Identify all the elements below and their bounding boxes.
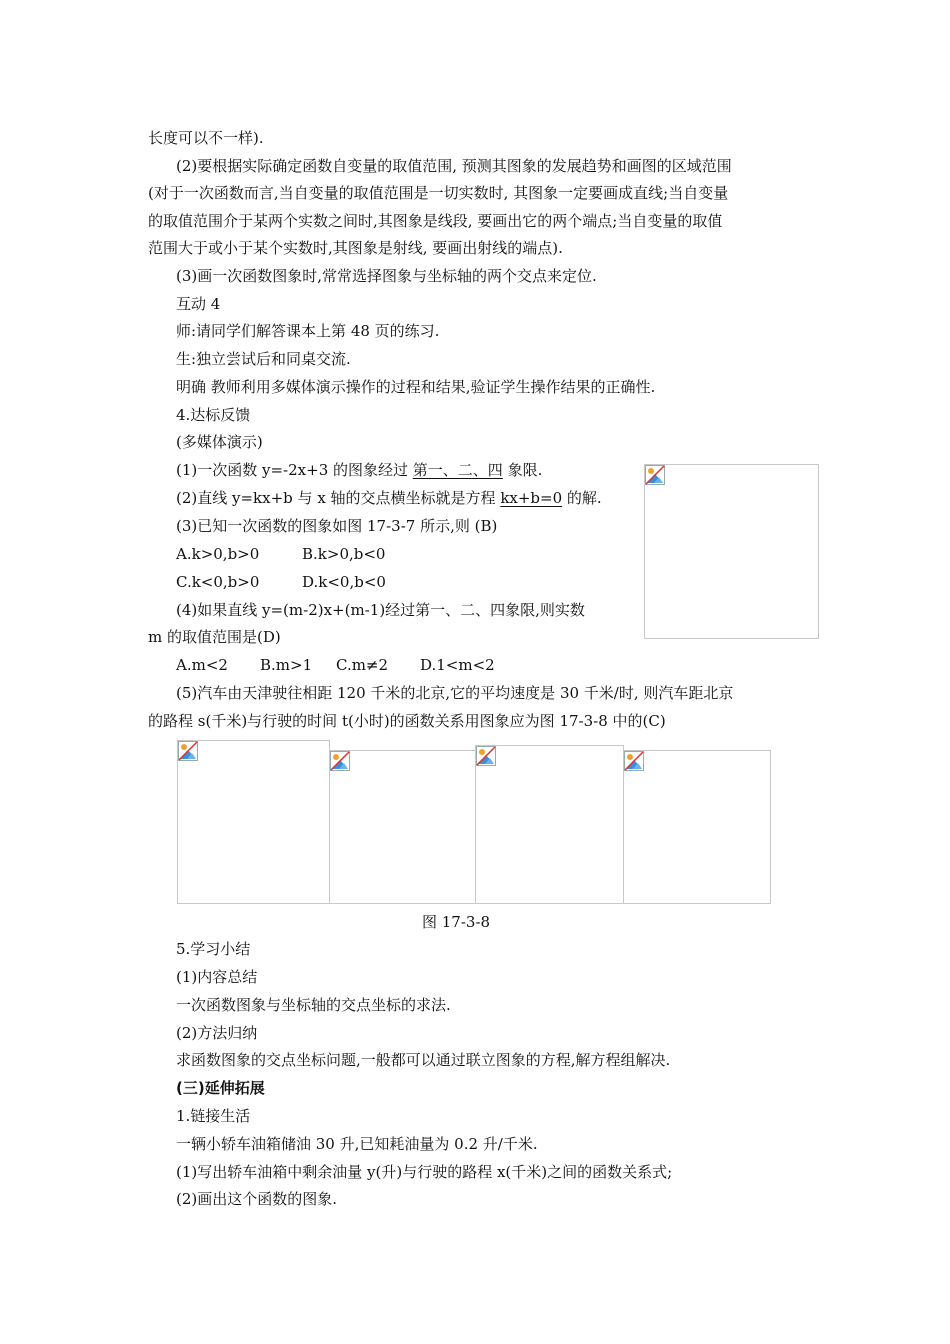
text-line: (多媒体演示): [176, 433, 263, 451]
figure-17-3-8-d-image: [623, 750, 771, 904]
text-line: 师:请同学们解答课本上第 48 页的练习.: [176, 322, 440, 340]
figure-17-3-7-image: [644, 464, 819, 639]
question-4: (4)如果直线 y=(m-2)x+(m-1)经过第一、二、四象限,则实数: [176, 601, 585, 619]
question-3: (3)已知一次函数的图象如图 17-3-7 所示,则 (B): [176, 517, 498, 535]
answer-blank: 第一、二、四: [412, 461, 503, 479]
option-row: [176, 544, 385, 564]
broken-image-icon: [178, 741, 198, 761]
question-text: 的解.: [562, 489, 602, 507]
question-text: 象限.: [502, 461, 543, 479]
figure-caption: 图 17-3-8: [422, 913, 491, 931]
option-row: [176, 655, 495, 675]
option-b: B.m>1: [260, 656, 313, 674]
figure-17-3-8-a-image: [177, 740, 330, 904]
option-d: D.1<m<2: [420, 656, 495, 674]
text-line: (2)方法归纳: [176, 1024, 258, 1042]
section-heading: (三)延伸拓展: [176, 1079, 265, 1097]
option-a: A.k>0,b>0: [176, 545, 260, 563]
text-line: 一次函数图象与坐标轴的交点坐标的求法.: [176, 996, 451, 1014]
broken-image-icon: [476, 746, 496, 766]
question-5: (5)汽车由天津驶往相距 120 千米的北京,它的平均速度是 30 千米/时, 则汽车距北京: [176, 684, 734, 702]
section-heading: 4.达标反馈: [176, 406, 251, 424]
text-line: (2)要根据实际确定函数自变量的取值范围, 预测其图象的发展趋势和画图的区域范围: [176, 157, 732, 175]
text-line: (1)写出轿车油箱中剩余油量 y(升)与行驶的路程 x(千米)之间的函数关系式;: [176, 1163, 673, 1181]
text-line: 一辆小轿车油箱储油 30 升,已知耗油量为 0.2 升/千米.: [176, 1135, 538, 1153]
text-line: 的路程 s(千米)与行驶的时间 t(小时)的函数关系用图象应为图 17-3-8 中的(C): [148, 712, 666, 730]
question-text: (1)一次函数 y=-2x+3 的图象经过: [176, 461, 413, 479]
text-line: 生:独立尝试后和同桌交流.: [176, 350, 351, 368]
text-line: m 的取值范围是(D): [148, 628, 281, 646]
text-line: 明确 教师利用多媒体演示操作的过程和结果,验证学生操作结果的正确性.: [176, 378, 656, 396]
option-c: C.m≠2: [336, 656, 389, 674]
question-2: [176, 488, 602, 508]
text-line: 的取值范围介于某两个实数之间时,其图象是线段, 要画出它的两个端点;当自变量的取值: [148, 212, 723, 230]
broken-image-icon: [624, 751, 644, 771]
option-c: C.k<0,b>0: [176, 573, 260, 591]
question-text: (2)直线 y=kx+b 与 x 轴的交点横坐标就是方程: [176, 489, 501, 507]
text-line: 求函数图象的交点坐标问题,一般都可以通过联立图象的方程,解方程组解决.: [176, 1051, 671, 1069]
text-line: 长度可以不一样).: [148, 129, 264, 147]
text-line: (3)画一次函数图象时,常常选择图象与坐标轴的两个交点来定位.: [176, 267, 597, 285]
option-row: [176, 572, 386, 592]
text-line: 范围大于或小于某个实数时,其图象是射线, 要画出射线的端点).: [148, 239, 563, 257]
figure-17-3-8-c-image: [475, 745, 624, 904]
section-heading: 1.链接生活: [176, 1107, 251, 1125]
broken-image-icon: [645, 465, 665, 485]
question-1: [176, 460, 542, 480]
option-b: B.k>0,b<0: [302, 545, 386, 563]
answer-blank: kx+b=0: [500, 489, 563, 507]
figure-17-3-8-b-image: [329, 750, 476, 904]
option-d: D.k<0,b<0: [302, 573, 386, 591]
section-heading: 5.学习小结: [176, 940, 251, 958]
broken-image-icon: [330, 751, 350, 771]
option-a: A.m<2: [176, 656, 228, 674]
text-line: (1)内容总结: [176, 968, 258, 986]
section-heading: 互动 4: [176, 295, 221, 313]
text-line: (2)画出这个函数的图象.: [176, 1190, 338, 1208]
text-line: (对于一次函数而言,当自变量的取值范围是一切实数时, 其图象一定要画成直线;当自变量: [148, 184, 729, 202]
